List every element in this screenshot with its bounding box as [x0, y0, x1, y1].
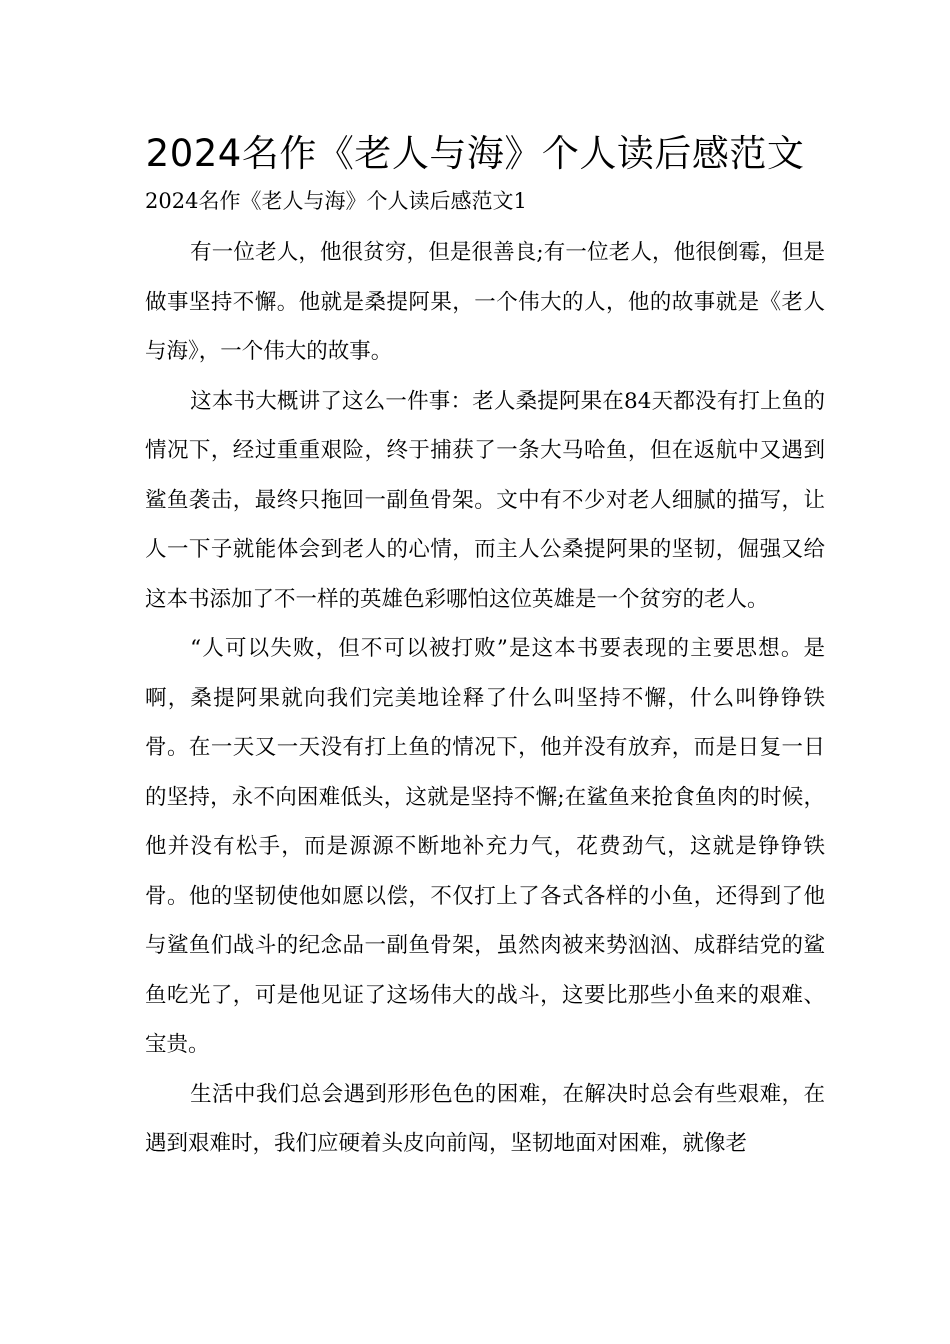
paragraph-3: “人可以失败，但不可以被打败”是这本书要表现的主要思想。是啊，桑提阿果就向我们完美地诠释了什么叫坚持不懈，什么叫铮铮铁骨。在一天又一天没有打上鱼的情况下，他并没有放弃，而是日复一日的坚持，永不向困难低头，这就是坚持不懈;在鲨鱼来抢食鱼肉的时候，他并没有松手，而是源源不断地补充力气，花费劲气，这就是铮铮铁骨。他的坚韧使他如愿以偿，不仅打上了各式各样的小鱼，还得到了他与鲨鱼们战斗的纪念品一副鱼骨架，虽然肉被来势汹汹、成群结党的鲨鱼吃光了，可是他见证了这场伟大的战斗，这要比那些小鱼来的艰难、宝贵。 [145, 636, 825, 1057]
paragraph-4: 生活中我们总会遇到形形色色的困难，在解决时总会有些艰难，在遇到艰难时，我们应硬着头皮向前闯，坚韧地面对困难，就像老 [145, 1081, 825, 1156]
document-title: 2024名作《老人与海》个人读后感范文 [145, 132, 805, 175]
document-body [145, 228, 825, 1169]
document-subtitle: 2024名作《老人与海》个人读后感范文1 [145, 189, 527, 213]
paragraph-2: 这本书大概讲了这么一件事：老人桑提阿果在84天都没有打上鱼的情况下，经过重重艰险，终于捕获了一条大马哈鱼，但在返航中又遇到鲨鱼袭击，最终只拖回一副鱼骨架。文中有不少对老人细腻的描写，让人一下子就能体会到老人的心情，而主人公桑提阿果的坚韧，倔强又给这本书添加了不一样的英雄色彩哪怕这位英雄是一个贫穷的老人。 [145, 388, 825, 612]
paragraph-1: 有一位老人，他很贫穷，但是很善良;有一位老人，他很倒霉，但是做事坚持不懈。他就是桑提阿果，一个伟大的人，他的故事就是《老人与海》，一个伟大的故事。 [145, 240, 825, 364]
